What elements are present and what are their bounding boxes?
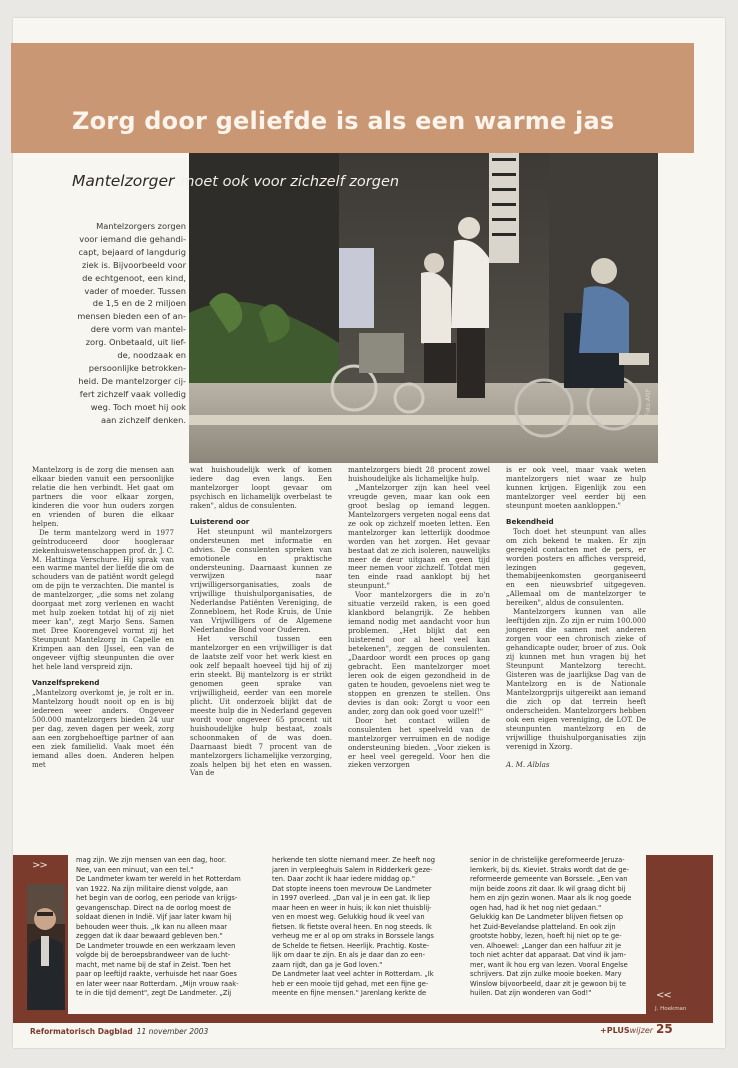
text-line: soldaat dienen in Indië. Vijf jaar later kwam hij <box>76 913 232 921</box>
paragraph: wat huishoudelijk werk of komen iedere dag even langs. Een mantelzorger loopt gevaar om psychisch en lichamelijk overbelast te raken", aldus de consulenten. <box>190 465 332 510</box>
text-line: heb er een mooie tijd gehad, met een fijne ge- <box>272 979 429 988</box>
text-line: Gelukkig kan De Landmeter blijven fietsen op <box>470 913 624 921</box>
text-line: meente en fijne mensen." Jarenlang kerkte de <box>272 989 427 997</box>
text-line: en later weer naar Rotterdam. „Mijn vrouw raak- <box>76 979 239 988</box>
intro-line: heid. De mantelzorger cij- <box>78 375 186 386</box>
headline: Zorg door geliefde is als een warme jas <box>72 107 615 135</box>
footer-publication <box>30 1027 208 1036</box>
intro-line: persoonlijke betrokken- <box>88 362 186 373</box>
intro-line: de 1,5 en de 2 miljoen <box>92 298 186 309</box>
text-line: Nee, van een minuut, van een tel." <box>76 865 194 874</box>
text-line: te in die tijd dement", zegt De Landmeter. „Zij <box>76 989 232 997</box>
paragraph: Het steunpunt wil mantelzorgers ondersteunen met informatie en advies. De consulenten spreken van emotionele en praktische ondersteuning. Daarnaast kunnen ze verwijzen naar vrijwilligersorganisaties, zoals de vrijwillige thuishulporganisaties, de Nederlandse Patiënten Vereniging, de Zonnebloem, het Rode Kruis, de Unie van Vrijwilligers of de Algemene Nederlandse Bond voor Ouderen. <box>190 526 332 635</box>
paragraph: Mantelzorgers kunnen van alle leeftijden zijn. Zo zijn er ruim 100.000 jongeren die samen met anderen zorgen voor een chronisch zieke of gehandicapte ouder, broer of zus. Ook zij kunnen met hun vragen bij het Steunpunt Mantelzorg terecht. Gisteren was de jaarlijkse Dag van de Mantelzorg en is de Nationale Mantelzorgprijs uitgereikt aan iemand die zich op dat terrein heeft onderscheiden. Mantelzorgers hebben ook een eigen vereniging, de LOT. De steunpunten mantelzorg en de vrijwillige thuishulporganisaties zijn verenigd in Xzorg. <box>506 607 646 751</box>
paragraph: De term mantelzorg werd in 1977 geïntroduceerd door hoogleraar ziekenhuiswetenschappen prof. dr. J. C. M. Hattinga Verschure. Hij sprak van een warme mantel der liefde die om de schouders van de patiënt wordt gelegd om de pijn te verzachten. Die mantel is de mantelzorger, „die soms net zolang doorgaat met zorg verlenen en wacht met hulp zoeken totdat hij of zij niet meer kan", zegt Marjo Sens. Samen met Dree Koorengevel vormt zij het Steunpunt Mantelzorg in Capelle en Krimpen aan den IJssel, een van de ongeveer vijftig steunpunten die over het hele land verspreid zijn. <box>32 527 174 671</box>
text-line: ten. Daar zocht ik haar iedere middag op." <box>272 875 415 883</box>
double-arrow-right-icon: >> <box>32 860 47 871</box>
article-column-3 <box>348 466 490 770</box>
text-line: het begin van de oorlog, een periode van krijgs- <box>76 894 238 902</box>
text-line: behouden weer thuis. „Ik kan nu alleen maar <box>76 922 228 931</box>
byline: A. M. Alblas <box>506 759 550 769</box>
paper-name: Reformatorisch Dagblad <box>30 1027 133 1036</box>
text-line: mag zijn. We zijn mensen van een dag, hoor. <box>76 856 227 864</box>
text-line: mer, want ik hou erg van lezen. Vooral Engelse <box>470 960 628 969</box>
paragraph: Het verschil tussen een mantelzorger en een vrijwilliger is dat de laatste zelf voor het werk kiest en ook zelf bepaalt hoeveel tijd hij of zij erin steekt. Bij mantelzorg is er strikt genomen geen sprake van vrijwilligheid, eerder van een morele plicht. Uit onderzoek blijkt dat de meeste hulp die in Nederland gegeven wordt voor ongeveer 65 procent uit huishoudelijke hulp bestaat, zoals schoonmaken of de was doen. Daarnaast biedt 7 procent van de mantelzorgers lichamelijke verzorging, zoals helpen bij het eten en wassen. Van de <box>190 634 332 778</box>
text-line: paar op leeftijd raakte, verhuisde het naar Goes <box>76 970 237 978</box>
article-subtitle <box>72 172 472 202</box>
text-line: reformeerde gemeente van Borssele. „Een van <box>470 875 628 883</box>
intro-line: de echtgenoot, een kind, <box>82 272 186 283</box>
text-line: ven en moest weg. Gelukkig houd ik veel van <box>272 913 425 921</box>
sidebar-column-1 <box>76 856 256 999</box>
text-line: senior in de christelijke gereformeerde Jeruza- <box>470 856 625 864</box>
intro-line: aan zichzelf denken. <box>100 414 186 425</box>
intro-line: Mantelzorgers zorgen <box>96 221 186 231</box>
text-line: Winslow bijvoorbeeld, daar zit je gewoon bij te <box>470 979 627 988</box>
text-line: verheug me er al op om straks in Borssele langs <box>272 932 434 940</box>
paragraph: Door het contact willen de consulenten het speelveld van de mantelzorger verruimen en de nodige ondersteuning bieden. „Voor zieken is er heel veel geregeld. Voor hen die zieken verzorgen <box>348 715 490 770</box>
portrait-illustration <box>27 884 65 1010</box>
text-line: herkende ten slotte niemand meer. Ze heeft nog <box>272 856 436 864</box>
text-line: van 1922. Na zijn militaire dienst volgde, aan <box>76 884 228 893</box>
issue-date: 11 november 2003 <box>136 1027 209 1036</box>
text-line: fietsen. Ik fietste overal heen. En nog steeds. Ik <box>272 922 432 931</box>
text-line: schrijvers. Dat zijn zulke mooie boeken. Mary <box>470 970 622 978</box>
text-line: het Zuid-Bevelandse platteland. En ook zijn <box>470 922 616 931</box>
page-number: 25 <box>656 1022 673 1036</box>
intro-line: vader of moeder. Tussen <box>84 285 186 296</box>
double-arrow-left-icon: << <box>656 990 671 1001</box>
text-line: De Landmeter kwam ter wereld in het Rotterdam <box>76 875 241 883</box>
text-line: macht, met name bij de staf in Zeist. Toen het <box>76 960 231 969</box>
article-column-1 <box>32 466 174 769</box>
sidebar-column-3 <box>470 856 646 999</box>
text-line: Dat stopte ineens toen mevrouw De Landmeter <box>272 884 432 893</box>
text-line: ven. Alhoewel: „Langer dan een halfuur zit je <box>470 941 622 950</box>
section-heading: Bekendheid <box>506 516 554 526</box>
text-line: lemkerk, bij ds. Kieviet. Straks wordt dat de ge- <box>470 865 630 874</box>
text-line: gevangenschap. Direct na de oorlog moest de <box>76 903 231 912</box>
text-line: huilen. Dat zijn wonderen van God!" <box>470 989 592 997</box>
photo-credit: Foto ANP <box>645 388 652 416</box>
paragraph: „Mantelzorger zijn kan heel veel vreugde geven, maar kan ook een groot beslag op iemand leggen. Mantelzorgers vergeten nogal eens dat ze ook op zichzelf moeten letten. Een mantelzorger kan letterlijk doodmoe worden van het zorgen. Het gevaar bestaat dat ze zich isoleren, nauwelijks meer de deur uitgaan en geen tijd meer nemen voor zichzelf. Totdat men ten einde raad aanklopt bij het steunpunt." <box>348 482 490 591</box>
article-column-2 <box>190 466 332 778</box>
article-column-4 <box>506 466 646 770</box>
sidebar-column-2 <box>272 856 452 999</box>
portrait-credit: J. Hoekman <box>655 1006 687 1012</box>
text-line: mijn beide zoons zit daar. Ik wil graag dicht bij <box>470 884 626 893</box>
text-line: zeggen dat ik daar bewaard gebleven ben." <box>76 932 223 940</box>
header-band <box>11 43 694 153</box>
section-heading: Vanzelfsprekend <box>32 677 100 687</box>
paragraph: Mantelzorg is de zorg die mensen aan elkaar bieden vanuit een persoonlijke relatie die hen verbindt. Het gaat om partners die voor elkaar zorgen, kinderen die voor hun ouders zorgen en vrienden of buren die elkaar helpen. <box>32 465 174 528</box>
paragraph: „Mantelzorg overkomt je, je rolt er in. Mantelzorg houdt nooit op en is bij iedereen weer anders. Ongeveer 500.000 mantelzorgers bieden 24 uur per dag, zeven dagen per week, zorg aan een zorgbehoeftige partner of aan een ziek familielid. Vaak moet één iemand alles doen. Anderen helpen met <box>32 687 174 769</box>
text-line: zaam rijdt, dan ga je God loven." <box>272 960 383 969</box>
text-line: hem en zijn gezin wonen. Maar als ik nog goede <box>470 894 632 902</box>
text-line: ogen had, had ik het nog niet gedaan." <box>470 903 602 912</box>
text-line: lijk om daar te zijn. En als je daar dan zo een- <box>272 951 426 959</box>
text-line: maar heen en weer in huis; ik kon niet thuisblij- <box>272 903 432 912</box>
intro-line: de, noodzaak en <box>117 350 186 361</box>
section-brand-suffix: wijzer <box>629 1026 654 1035</box>
text-line: de Schelde te fietsen. Heerlijk. Prachtig. Koste- <box>272 941 430 950</box>
paragraph: is er ook veel, maar vaak weten mantelzorgers niet waar ze hulp kunnen krijgen. Eigenlijk zou een mantelzorger veel eerder bij een steunpunt moeten aankloppen." <box>506 465 646 510</box>
paragraph: Toch doet het steunpunt van alles om zich bekend te maken. Er zijn geregeld contacten met de pers, er worden posters en affiches verspreid, lezingen gegeven, themabijeenkomsten georganiseerd en een nieuwsbrief uitgegeven. „Allemaal om de mantelzorger te bereiken", aldus de consulenten. <box>506 526 646 608</box>
text-line: volgde bij de beroepsbrandweer van de lucht- <box>76 951 231 959</box>
intro-line: zorg. Onbetaald, uit lief- <box>85 337 186 348</box>
footer-section <box>600 1022 673 1036</box>
subtitle-keyword: Mantelzorger <box>72 172 175 190</box>
section-brand: +PLUS <box>600 1026 630 1035</box>
intro-paragraph <box>38 220 186 427</box>
text-line: in 1997 overleed. „Dan val je in een gat. Ik liep <box>272 894 430 902</box>
intro-line: capt, bejaard of langdurig <box>78 246 186 257</box>
intro-line: dere vorm van mantel- <box>90 324 186 335</box>
text-line: grootste hobby, lezen, hoeft hij niet op te ge- <box>470 932 622 940</box>
intro-line: voor iemand die gehandi- <box>79 233 186 244</box>
text-line: toch niet achter dat apparaat. Dat vind ik jam- <box>470 951 627 959</box>
intro-line: ziek is. Bijvoorbeeld voor <box>81 259 186 270</box>
paragraph: mantelzorgers biedt 28 procent zowel huishoudelijke als lichamelijke hulp. <box>348 465 490 483</box>
section-heading: Luisterend oor <box>190 516 250 526</box>
portrait-photo <box>27 884 65 1010</box>
intro-line: weg. Toch moet hij ook <box>90 401 186 412</box>
subtitle-rest: moet ook voor zichzelf zorgen <box>180 174 400 190</box>
text-line: De Landmeter laat veel achter in Rotterdam. „Ik <box>272 970 434 978</box>
intro-line: mensen bieden een of an- <box>77 311 186 322</box>
paragraph: Voor mantelzorgers die in zo'n situatie verzeild raken, is een goed klankbord belangrijk. Ze hebben iemand nodig met aandacht voor hun problemen. „Het blijkt dat een luisterend oor al heel veel kan betekenen", zeggen de consulenten. „Daardoor wordt een proces op gang gebracht. Een mantelzorger moet leren ook de eigen gezondheid in de gaten te houden, gevoelens niet weg te stoppen en grenzen te stellen. Ons devies is dan ook: Zorgt u voor een ander, zorg dan ook goed voor uzelf!" <box>348 590 490 716</box>
intro-line: fert zichzelf vaak volledig <box>79 388 186 399</box>
text-line: jaren in verpleeghuis Salem in Ridderkerk gezе- <box>272 865 433 874</box>
text-line: De Landmeter trouwde en een werkzaam leven <box>76 941 236 950</box>
